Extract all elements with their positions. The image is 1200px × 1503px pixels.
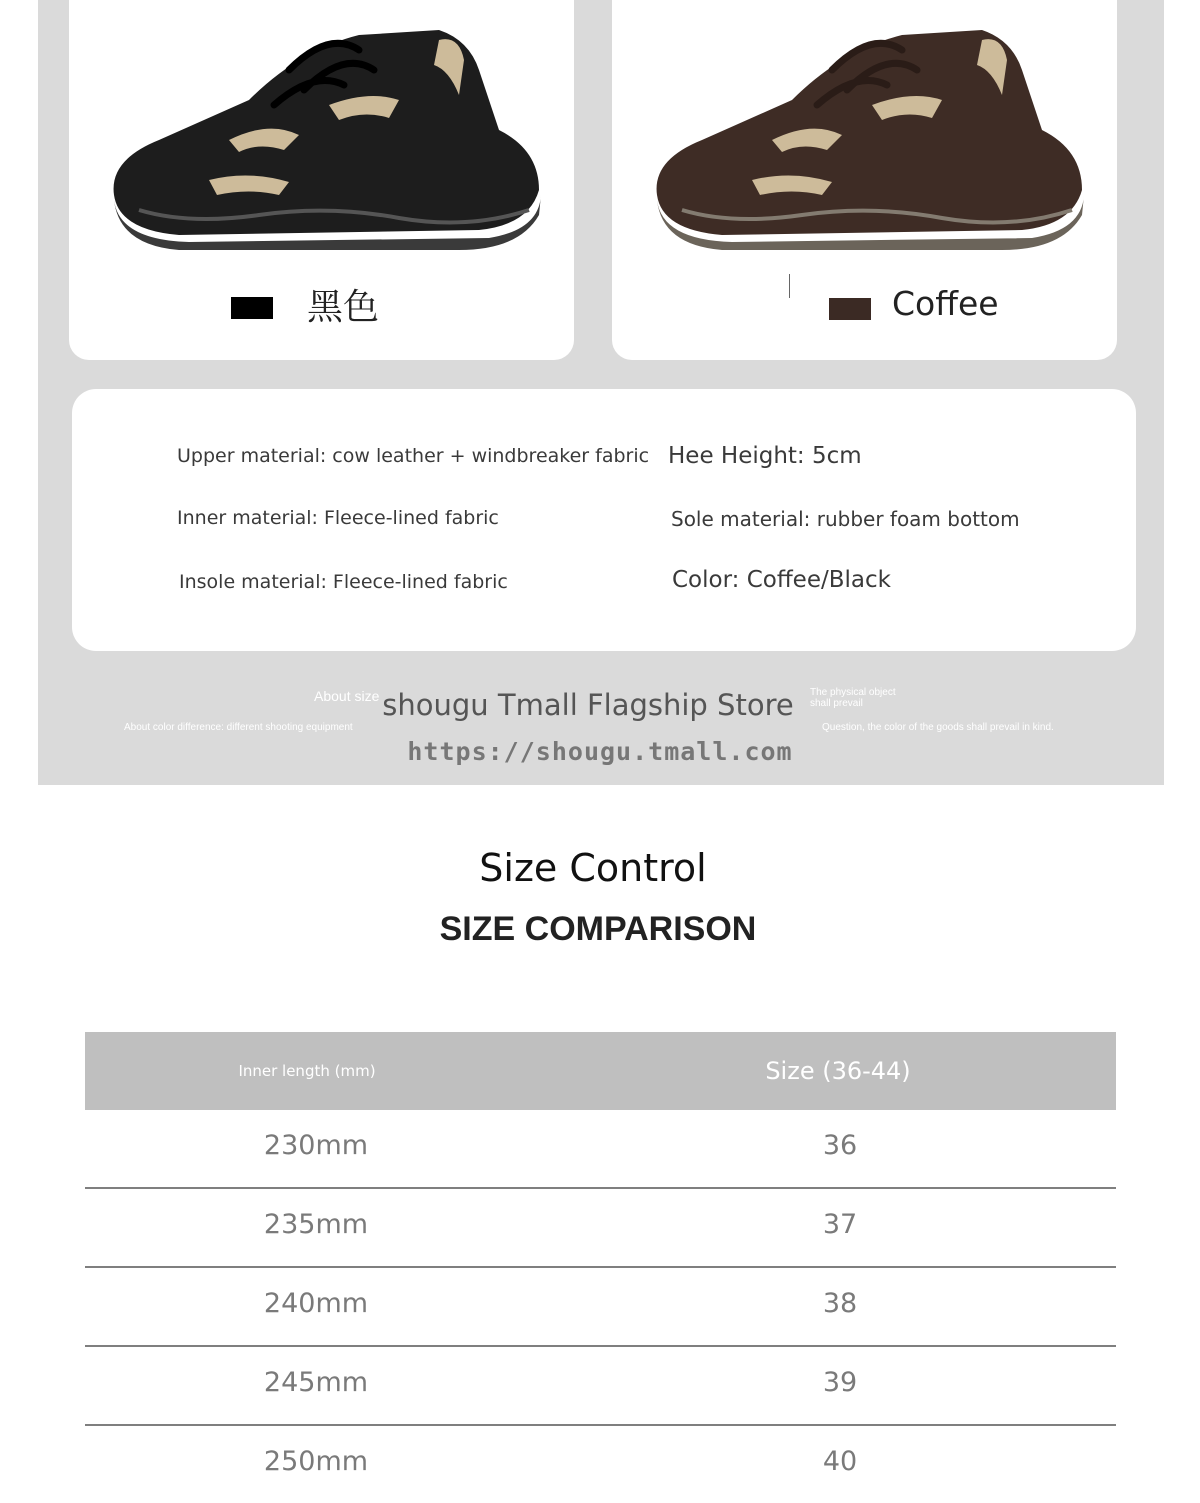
spec-card [72,389,1136,651]
header-size: Size (36-44) [765,1057,911,1085]
store-url-watermark: https://shougu.tmall.com [407,737,793,766]
spec-insole-material: Insole material: Fleece-lined fabric [179,571,508,593]
black-color-label: 黑色 [307,287,380,328]
spec-sole-material: Sole material: rubber foam bottom [671,507,1020,531]
physical-note-line1: The physical object [810,687,896,698]
size-cell: 40 [822,1446,858,1477]
size-title: Size Control [479,846,707,890]
inner-length-cell: 240mm [263,1288,369,1319]
size-cell: 39 [822,1367,858,1398]
coffee-sneaker-icon [642,10,1092,250]
size-subtitle: SIZE COMPARISON [439,910,757,948]
spec-upper-material: Upper material: cow leather + windbreaker fabric [177,445,650,467]
size-table [85,1032,1116,1503]
divider-tick [789,274,790,298]
variant-card-coffee[interactable] [612,0,1117,360]
table-row [85,1189,1116,1268]
question-note: Question, the color of the goods shall prevail in kind. [822,722,1054,733]
spec-heel-height: Hee Height: 5cm [668,443,862,469]
inner-length-cell: 235mm [263,1209,369,1240]
size-cell: 36 [822,1130,858,1161]
table-row [85,1347,1116,1426]
table-row [85,1268,1116,1347]
inner-length-cell: 250mm [263,1446,369,1477]
header-inner-length: Inner length (mm) [238,1062,376,1080]
table-row [85,1426,1116,1503]
inner-length-cell: 245mm [263,1367,369,1398]
store-watermark: shougu Tmall Flagship Store [382,688,794,722]
coffee-color-swatch [829,298,871,320]
inner-length-cell: 230mm [263,1130,369,1161]
spec-color: Color: Coffee/Black [672,567,891,593]
physical-note-line2: shall prevail [810,698,863,709]
black-color-swatch [231,297,273,319]
size-table-header [85,1032,1116,1110]
variant-card-black[interactable] [69,0,574,360]
size-cell: 38 [822,1288,858,1319]
about-size-note: About size [314,688,380,704]
spec-inner-material: Inner material: Fleece-lined fabric [177,507,499,529]
color-difference-note: About color difference: different shooting equipment [124,722,353,733]
table-row [85,1110,1116,1189]
size-cell: 37 [822,1209,858,1240]
black-sneaker-icon [99,10,549,250]
coffee-color-label: Coffee [892,284,999,323]
